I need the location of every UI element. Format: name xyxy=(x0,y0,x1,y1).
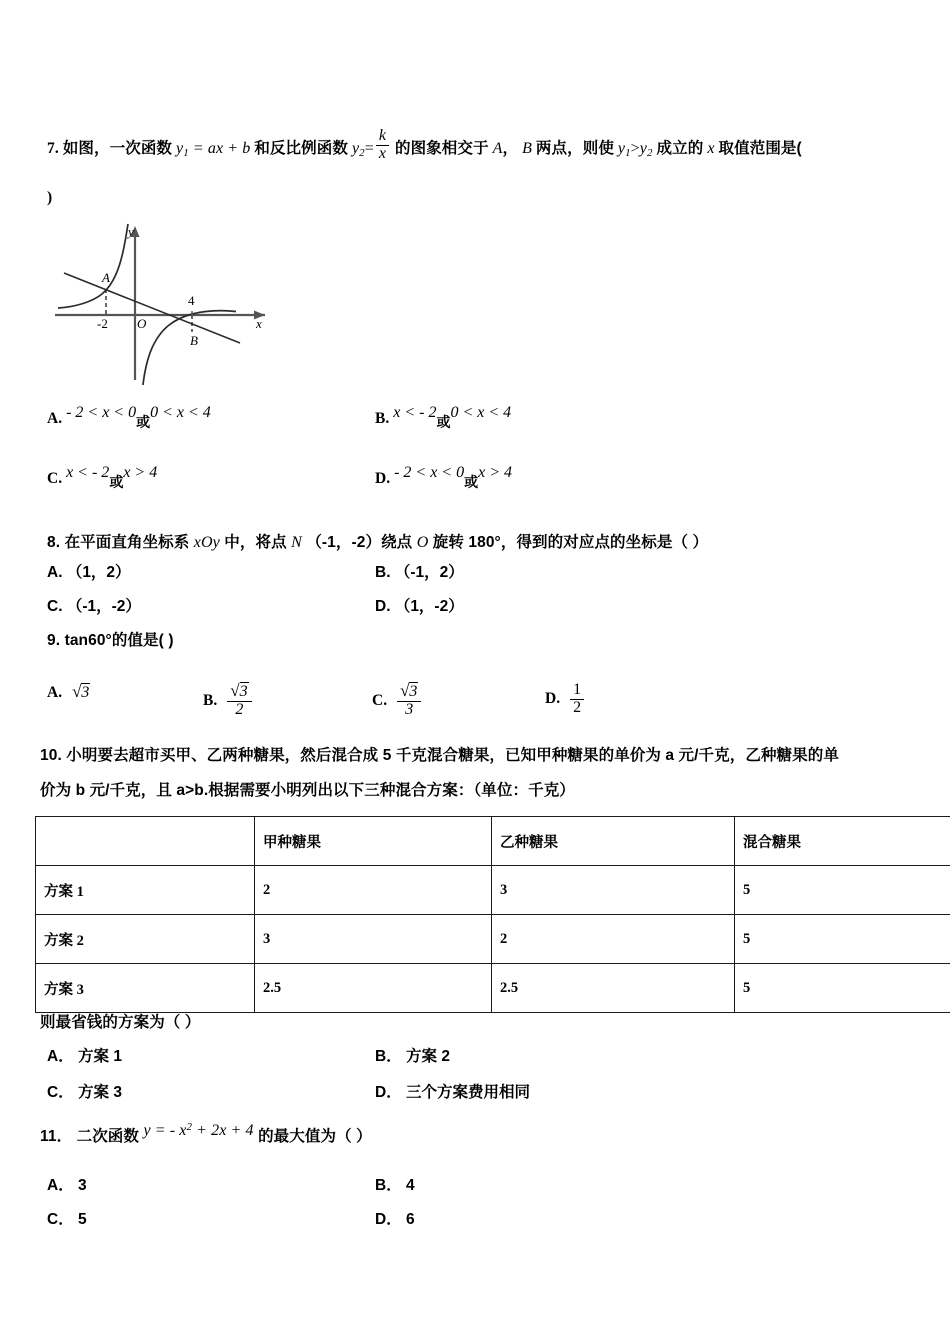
question-11-option-d-text: 6 xyxy=(406,1211,415,1228)
question-7-option-b[interactable] xyxy=(375,404,512,430)
question-7-option-c[interactable] xyxy=(47,464,158,490)
table-cell-plan3-name: 方案 3 xyxy=(36,964,255,1013)
hyperbola-branch-upper-left xyxy=(58,224,128,308)
question-9-option-b-key: B. xyxy=(203,692,218,709)
table-header-cell-0 xyxy=(36,817,255,866)
question-11-stem-part2: 的最大值为（ ） xyxy=(258,1128,372,1145)
question-8-option-d-key: D. xyxy=(375,598,391,615)
question-7-option-a-expr: - 2 < x < 0 xyxy=(66,404,137,421)
question-8-option-a-key: A. xyxy=(47,564,63,581)
question-10-number: 10. xyxy=(40,747,62,764)
question-8-stem-part1: 在平面直角坐标系 xyxy=(64,534,190,551)
question-10-option-b[interactable] xyxy=(375,1044,450,1066)
question-9-option-d-key: D. xyxy=(545,690,561,707)
question-11-option-b-key: B． xyxy=(375,1177,402,1194)
question-11-option-c-text: 5 xyxy=(78,1211,87,1228)
question-11-option-c[interactable] xyxy=(47,1207,87,1229)
question-11-option-a-key: A． xyxy=(47,1177,74,1194)
question-9-stem xyxy=(47,629,174,652)
question-8-point-n: N xyxy=(291,534,302,551)
question-11-stem xyxy=(40,1121,372,1149)
question-8-option-c-key: C. xyxy=(47,598,63,615)
table-cell-plan3-candy-a: 2.5 xyxy=(255,964,492,1013)
question-10-option-c-key: C． xyxy=(47,1084,74,1101)
question-7-option-c-conj: 或 xyxy=(109,474,124,490)
question-10-followup: 则最省钱的方案为（ ） xyxy=(40,1014,201,1031)
question-7-option-d-expr2: x > 4 xyxy=(478,464,513,481)
question-11-option-a-text: 3 xyxy=(78,1177,87,1194)
question-8-option-c-text: （-1，-2） xyxy=(66,598,141,615)
point-b-label: B xyxy=(190,333,198,348)
question-7-stem-part1: 如图，一次函数 xyxy=(62,140,173,158)
question-7-option-d-key: D. xyxy=(375,470,391,487)
question-10-option-d[interactable] xyxy=(375,1080,530,1102)
table-cell-plan3-candy-b: 2.5 xyxy=(492,964,735,1013)
question-8-origin-o: O xyxy=(416,534,429,551)
question-9-option-a-key: A. xyxy=(47,684,63,701)
question-7-option-b-conj: 或 xyxy=(436,414,451,430)
question-7-option-a-conj: 或 xyxy=(136,414,151,430)
question-9-option-d-fraction: $\frac{1}{2}$ xyxy=(570,682,584,717)
question-9-option-a-radical: √3 xyxy=(72,682,90,701)
question-11-number: 11． xyxy=(40,1128,73,1145)
question-11-option-b-text: 4 xyxy=(406,1177,415,1194)
table-header-cell-2: 乙种糖果 xyxy=(492,817,735,866)
question-9-option-b[interactable] xyxy=(203,682,254,719)
question-8-option-d[interactable] xyxy=(375,594,464,616)
question-7-inequality: $y_1$ xyxy=(617,140,631,160)
question-10-option-d-key: D． xyxy=(375,1084,402,1101)
question-7-stem-part5: 成立的 xyxy=(656,140,704,158)
question-9-option-b-radical: √3 xyxy=(230,681,248,700)
question-7-option-c-expr: x < - 2 xyxy=(66,464,110,481)
question-10-option-c[interactable] xyxy=(47,1080,122,1102)
question-7-stem xyxy=(47,128,907,163)
table-row xyxy=(36,866,950,915)
question-7-option-b-expr2: 0 < x < 4 xyxy=(450,404,512,421)
table-cell-plan3-mixed: 5 xyxy=(735,964,950,1013)
question-7-option-b-key: B. xyxy=(375,410,390,427)
table-header-row xyxy=(36,817,950,866)
question-7-comma: ， xyxy=(502,140,519,158)
question-7-stem-part6: 取值范围是( xyxy=(718,140,802,158)
question-8-stem-part3: （-1，-2）绕点 xyxy=(306,534,413,551)
question-8-number: 8. xyxy=(47,534,61,551)
question-11-stem-part1: 二次函数 xyxy=(76,1128,140,1145)
x-tick-label-neg2: -2 xyxy=(97,316,108,331)
question-9-option-c-fraction: $\frac{√3}{3}$ xyxy=(397,682,421,719)
table-header-cell-3: 混合糖果 xyxy=(735,817,950,866)
question-7-stem-part4: 两点，则使 xyxy=(535,140,614,158)
question-7-figure xyxy=(40,215,280,390)
question-9-number: 9. xyxy=(47,632,61,649)
question-7-fraction-k-over-x: $\frac{k}{x}$ xyxy=(376,128,389,163)
question-7-inequality-sign: > xyxy=(630,140,640,158)
question-10-stem-line2: 价为 b 元/千克，且 a>b.根据需要小明列出以下三种混合方案：（单位：千克） xyxy=(40,782,575,799)
hyperbola-line-graph-svg xyxy=(40,215,280,390)
question-7-point-a: A xyxy=(492,140,503,158)
question-7-option-c-key: C. xyxy=(47,470,63,487)
table-cell-plan1-mixed: 5 xyxy=(735,866,950,915)
question-8-stem-part4: 旋转 180°，得到的对应点的坐标是（ ） xyxy=(432,534,709,551)
question-8-option-b-text: （-1，2） xyxy=(394,564,464,581)
question-7-option-a-key: A. xyxy=(47,410,63,427)
table-cell-plan1-candy-a: 2 xyxy=(255,866,492,915)
question-10-option-a[interactable] xyxy=(47,1044,122,1066)
question-11-option-c-key: C． xyxy=(47,1211,74,1228)
question-7-var-x: x xyxy=(707,140,715,158)
question-10-option-a-text: 方案 1 xyxy=(78,1048,122,1065)
question-7-option-d-expr: - 2 < x < 0 xyxy=(394,464,465,481)
question-9-option-c-radical: √3 xyxy=(400,681,418,700)
table-cell-plan2-name: 方案 2 xyxy=(36,915,255,964)
table-cell-plan1-name: 方案 1 xyxy=(36,866,255,915)
question-8-option-c[interactable] xyxy=(47,594,141,616)
point-a-label: A xyxy=(102,270,110,285)
linear-function-line xyxy=(64,273,240,343)
question-10-option-b-text: 方案 2 xyxy=(406,1048,450,1065)
question-8-option-a-text: （1，2） xyxy=(66,564,131,581)
axis-x-label: x xyxy=(256,316,262,331)
question-10-table-wrapper xyxy=(35,816,950,1013)
question-7-number: 7. xyxy=(47,140,59,158)
question-7-inequality-rhs: $y_2$ xyxy=(639,140,653,160)
axis-y-label: y xyxy=(128,224,134,239)
question-9-option-a[interactable] xyxy=(47,682,90,702)
question-7-option-c-expr2: x > 4 xyxy=(123,464,158,481)
question-7-fn2-equals: = xyxy=(364,140,374,158)
question-7-stem-close-paren: ) xyxy=(47,189,53,206)
origin-label: O xyxy=(137,316,147,331)
question-7-option-b-expr: x < - 2 xyxy=(393,404,437,421)
question-11-option-d-key: D． xyxy=(375,1211,402,1228)
question-11-option-a[interactable] xyxy=(47,1173,87,1195)
question-7-fn2-lhs: $y_2$ xyxy=(351,140,365,160)
question-11-option-b[interactable] xyxy=(375,1173,415,1195)
question-10-stem-line1-text: 小明要去超市买甲、乙两种糖果，然后混合成 5 千克混合糖果，已知甲种糖果的单价为 a 元/千克，乙种糖果的单 xyxy=(66,747,839,764)
question-9-option-c[interactable] xyxy=(372,682,423,719)
table-cell-plan2-mixed: 5 xyxy=(735,915,950,964)
question-8-option-b-key: B. xyxy=(375,564,391,581)
question-7-option-d[interactable] xyxy=(375,464,513,490)
question-9-option-c-key: C. xyxy=(372,692,388,709)
table-row xyxy=(36,915,950,964)
question-7-option-a[interactable] xyxy=(47,404,211,430)
table-header-cell-1: 甲种糖果 xyxy=(255,817,492,866)
question-7-point-b: B xyxy=(522,140,532,158)
question-10-option-c-text: 方案 3 xyxy=(78,1084,122,1101)
question-9-option-d[interactable] xyxy=(545,682,586,717)
table-cell-plan2-candy-b: 2 xyxy=(492,915,735,964)
question-10-stem-line1 xyxy=(40,744,920,767)
question-8-option-d-text: （1，-2） xyxy=(394,598,464,615)
question-8-xoy: xOy xyxy=(193,534,220,551)
question-8-option-a[interactable] xyxy=(47,560,131,582)
table-cell-plan2-candy-a: 3 xyxy=(255,915,492,964)
question-10-option-a-key: A． xyxy=(47,1048,74,1065)
question-8-stem xyxy=(47,531,907,555)
question-9-stem-text: tan60°的值是( ) xyxy=(64,632,174,649)
question-9-option-b-fraction: $\frac{√3}{2}$ xyxy=(227,682,251,719)
question-8-option-b[interactable] xyxy=(375,560,464,582)
question-7-option-d-conj: 或 xyxy=(464,474,479,490)
question-10-option-b-key: B． xyxy=(375,1048,402,1065)
question-8-stem-part2: 中，将点 xyxy=(224,534,287,551)
question-7-option-a-expr2: 0 < x < 4 xyxy=(150,404,211,421)
question-7-stem-part3: 的图象相交于 xyxy=(395,140,489,158)
x-tick-label-4: 4 xyxy=(188,293,195,308)
question-11-quadratic-expression: y = - $x^2 + 2x + 4$ xyxy=(143,1121,254,1139)
table-row xyxy=(36,964,950,1013)
question-10-table xyxy=(35,816,950,1013)
question-11-option-d[interactable] xyxy=(375,1207,415,1229)
table-cell-plan1-candy-b: 3 xyxy=(492,866,735,915)
question-7-stem-part2: 和反比例函数 xyxy=(254,140,348,158)
question-7-fn1: $y_1$ = ax + b xyxy=(176,140,251,160)
question-10-option-d-text: 三个方案费用相同 xyxy=(406,1084,531,1101)
